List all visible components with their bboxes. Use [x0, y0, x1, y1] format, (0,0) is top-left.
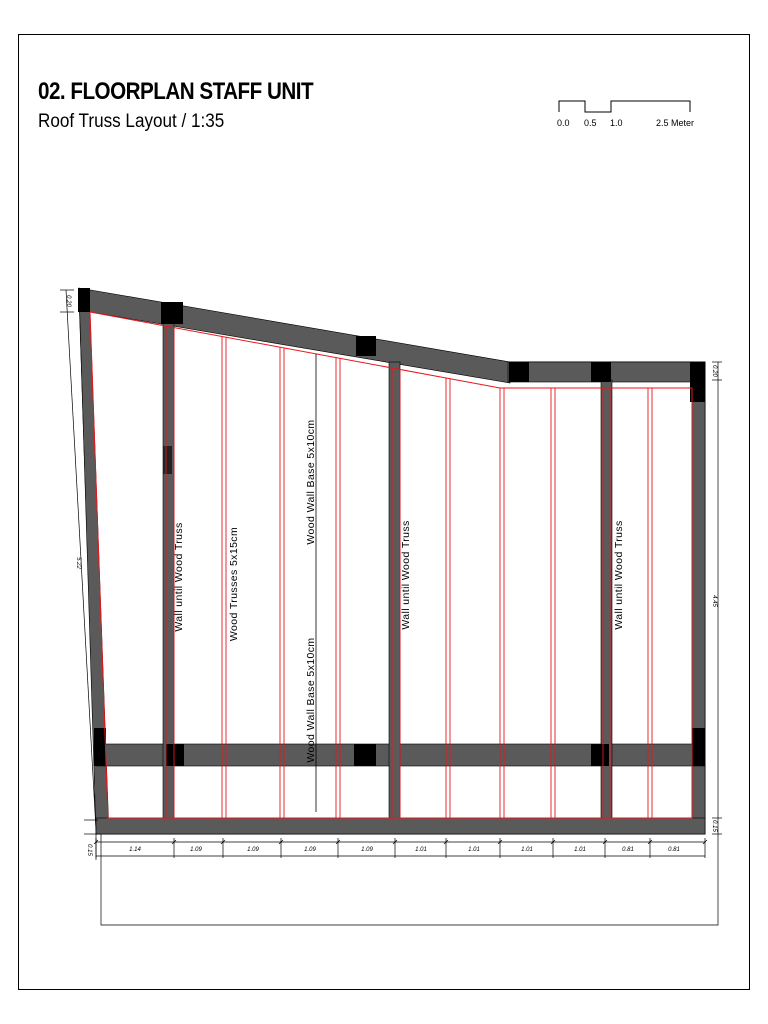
label-wood-wall-base-top: Wood Wall Base 5x10cm — [305, 419, 317, 545]
column — [78, 288, 90, 312]
drawing-title: 02. FLOORPLAN STAFF UNIT — [38, 78, 314, 105]
dim-label-left-bottom: 0.15 — [86, 844, 92, 856]
dim-label: 1.14 — [129, 847, 141, 853]
wall-bottom — [96, 818, 705, 834]
dim-label: 1.01 — [415, 847, 427, 853]
scale-label-1: 0.5 — [584, 118, 597, 128]
label-wall-until-truss-1: Wall until Wood Truss — [173, 522, 185, 632]
bottom-dimension-labels — [129, 847, 680, 853]
scale-label-2: 1.0 — [610, 118, 623, 128]
dim-label: 0.81 — [668, 847, 680, 853]
dim-label: 1.09 — [361, 847, 373, 853]
dim-label: 1.09 — [304, 847, 316, 853]
wall-interior-horizontal — [96, 744, 705, 766]
dim-label-left-top: 0.20 — [65, 295, 71, 307]
scale-bar — [559, 101, 690, 112]
dim-label-right-top: 0.20 — [711, 365, 717, 377]
column-small — [163, 446, 172, 474]
dimension-ticks — [94, 838, 707, 858]
label-wood-wall-base-bottom: Wood Wall Base 5x10cm — [305, 637, 317, 763]
label-wall-until-truss-2: Wall until Wood Truss — [400, 520, 412, 630]
dim-label: 1.01 — [574, 847, 586, 853]
column — [509, 362, 529, 382]
scale-label-0: 0.0 — [557, 118, 570, 128]
column — [354, 744, 376, 766]
label-wood-trusses: Wood Trusses 5x15cm — [228, 526, 240, 642]
dim-label: 1.09 — [247, 847, 259, 853]
column — [692, 728, 705, 766]
dim-label: 1.01 — [468, 847, 480, 853]
column — [166, 744, 184, 766]
column — [356, 336, 376, 356]
dim-label: 1.01 — [521, 847, 533, 853]
scale-label-3: 2.5 Meter — [656, 118, 695, 128]
column — [94, 728, 106, 766]
column — [591, 362, 611, 382]
dim-label-right-height: 4.45 — [711, 595, 717, 607]
column — [161, 302, 183, 324]
column — [591, 744, 609, 766]
dim-label-right-bottom: 0.15 — [711, 820, 717, 832]
drawing-subtitle: Roof Truss Layout / 1:35 — [38, 111, 225, 132]
wall-interior-2 — [389, 362, 400, 818]
dim-label-left-height: 5.22 — [75, 557, 81, 569]
dim-label: 0.81 — [622, 847, 634, 853]
dim-label: 1.09 — [190, 847, 202, 853]
label-wall-until-truss-3: Wall until Wood Truss — [613, 520, 625, 630]
